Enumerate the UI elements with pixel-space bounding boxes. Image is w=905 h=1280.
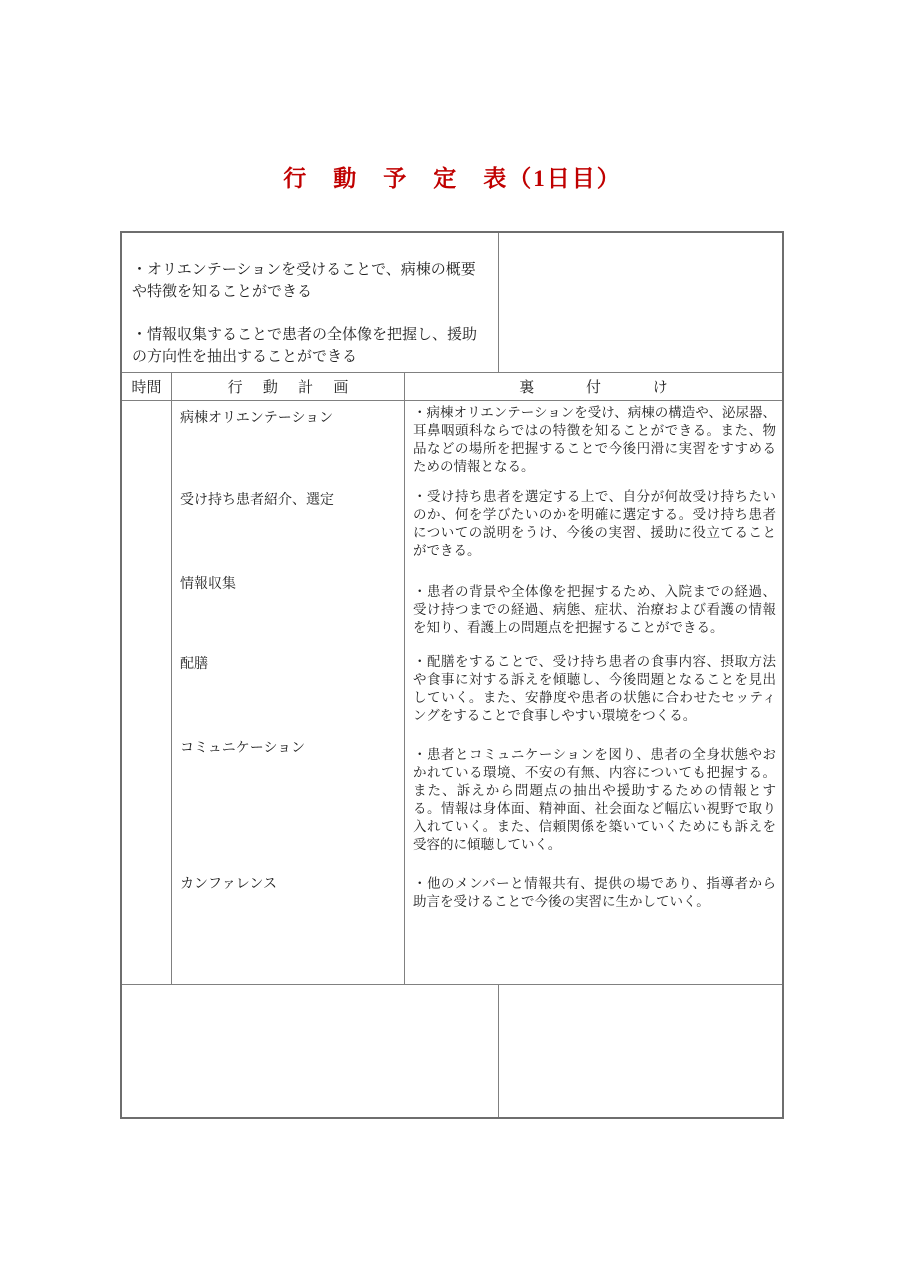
plan-item-3: 情報収集 [180, 577, 236, 592]
column-header-time: 時間 [122, 373, 172, 400]
rationale-text-3: ・患者の背景や全体像を把握するため、入院までの経過、受け持つまでの経過、病態、症状、治療および看護の情報を知り、看護上の問題点を把握することができる。 [413, 584, 776, 635]
column-header-plan: 行 動 計 画 [172, 373, 405, 400]
rationale-cell [405, 401, 782, 984]
rationale-text-1: ・病棟オリエンテーションを受け、病棟の構造や、泌尿器、耳鼻咽頭科ならではの特徴を知ることができる。また、物品などの場所を把握することで今後円滑に実習をすすめるための情報となる。 [413, 405, 776, 474]
empty-cell-bottom-left [122, 985, 499, 1117]
time-cell [122, 401, 172, 984]
rationale-text-6: ・他のメンバーと情報共有、提供の場であり、指導者から助言を受けることで今後の実習に生かしていく。 [413, 876, 776, 909]
column-header-rationale: 裏 付 け [519, 380, 692, 396]
rationale-text-2: ・受け持ち患者を選定する上で、自分が何故受け持ちたいのか、何を学びたいのかを明確に選定する。受け持ち患者についての説明をうけ、今後の実習、援助に役立てることができる。 [413, 489, 776, 558]
header-row [122, 373, 782, 401]
plan-item-4: 配膳 [180, 657, 208, 672]
objectives-cell [122, 233, 499, 372]
objective-text-1: ・オリエンテーションを受けることで、病棟の概要や特徴を知ることができる [132, 262, 476, 300]
empty-cell-top-right [499, 233, 782, 372]
rationale-text-4: ・配膳をすることで、受け持ち患者の食事内容、摂取方法や食事に対する訴えを傾聴し、今後問題となることを見出していく。また、安静度や患者の状態に合わせたセッティングをすることで食事しやすい環境をつくる。 [413, 654, 776, 723]
empty-cell-bottom-right [499, 985, 782, 1117]
rationale-text-5: ・患者とコミュニケーションを図り、患者の全身状態やおかれている環境、不安の有無、内容についても把握する。また、訴えから問題点の抽出や援助するための情報とする。情報は身体面、精神面、社会面など幅広い視野で取り入れていく。また、信頼関係を築いていくためにも訴えを受容的に傾聴していく。 [413, 747, 776, 852]
plan-item-5: コミュニケーション [180, 741, 306, 756]
plan-item-1: 病棟オリエンテーション [180, 411, 334, 426]
plan-item-6: カンファレンス [180, 877, 277, 892]
objectives-row [122, 233, 782, 373]
page-title: 行 動 予 定 表（1日目） [283, 166, 622, 191]
footer-row [122, 985, 782, 1117]
content-row [122, 401, 782, 985]
plan-cell [172, 401, 405, 984]
schedule-table [120, 231, 784, 1119]
plan-item-2: 受け持ち患者紹介、選定 [180, 493, 334, 508]
objective-text-2: ・情報収集することで患者の全体像を把握し、援助の方向性を抽出することができる [132, 327, 478, 365]
